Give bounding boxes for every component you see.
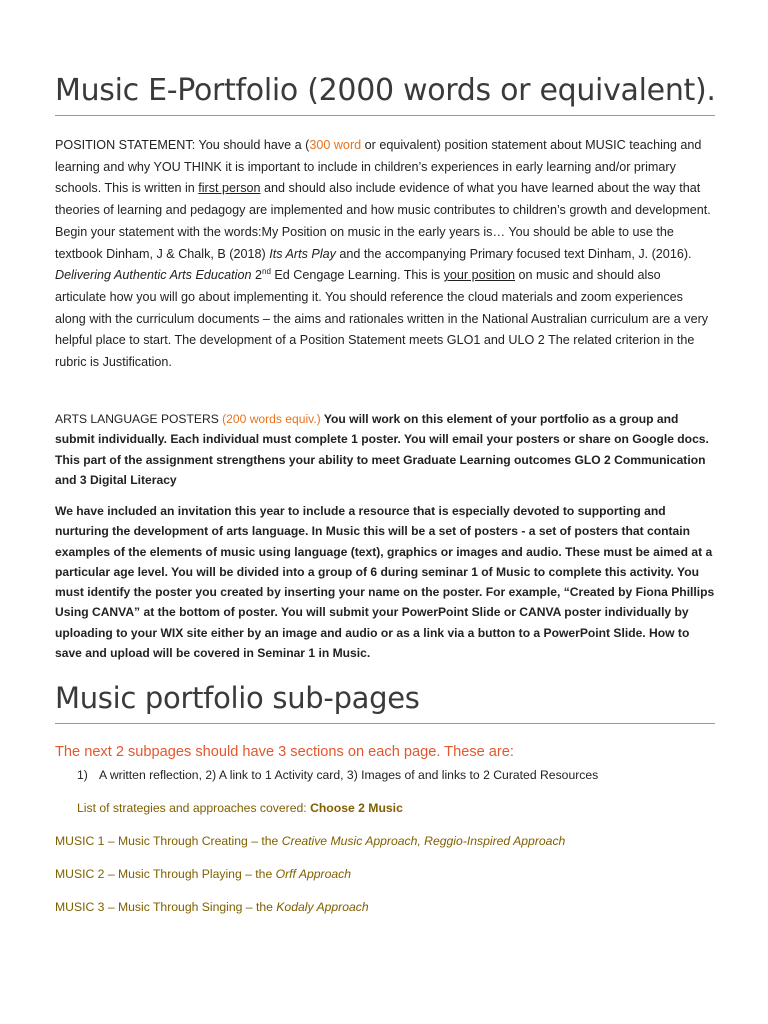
arts-posters-words: (200 words equiv.) <box>218 412 321 426</box>
music-1-prefix: MUSIC 1 – Music Through Creating – the <box>55 834 282 848</box>
your-position: your position <box>443 268 516 283</box>
music-2-approach: Orff Approach <box>275 867 352 881</box>
invitation-paragraph: We have included an invitation this year to include a resource that is especially devoted to supporting and nurturing the development of arts language. In Music this will be a set of posters - a set of posters that contain examples of the elements of music using language (text), graphics or images and audio. These must be aimed at a particular age level. You will be divided into a group of 6 during seminar 1 of Music to complete this activity. You must identify the poster you created by inserting your name on the poster. For example, “Created by Fiona Phillips Using CANVA” at the bottom of poster. You will submit your PowerPoint Slide or CANVA poster individually by uploading to your WIX site either by an image and audio or as a link via a button to a PowerPoint Slide. How to save and upload will be covered in Seminar 1 in Music. <box>55 504 715 661</box>
ps-text: on music and should also articulate how you will go about implementing it. You should reference the cloud materials and zoom experiences along with the curriculum documents – the aims and rationales written in the National Australian curriculum are a very helpful place to start. The development of a Position Statement meets GLO1 and ULO 2 The related criterion in the rubric is <box>55 268 709 370</box>
sections-text: A written reflection, 2) A link to 1 Activity card, 3) Images of and links to 2 Curated Resources <box>99 768 599 782</box>
arts-posters-label: ARTS LANGUAGE POSTERS <box>55 412 219 426</box>
book-title-arts-play: Its Arts Play <box>269 246 336 261</box>
justification: Justification <box>102 355 169 370</box>
music-1-approach: Creative Music Approach, Reggio-Inspired Approach <box>281 834 566 848</box>
list-number: 1) <box>77 768 88 782</box>
first-person: first person <box>198 181 261 196</box>
ps-text: or equivalent) <box>361 138 445 152</box>
music-3-line <box>55 900 369 914</box>
ps-text: . <box>168 355 172 370</box>
music-2-line <box>55 867 351 881</box>
subpages-heading: Music portfolio sub-pages <box>55 681 420 715</box>
strategies-line <box>77 801 403 815</box>
ps-text: : You should have a ( <box>191 138 310 152</box>
music-2-prefix: MUSIC 2 – Music Through Playing – the <box>55 867 276 881</box>
word-count: 300 word <box>309 138 362 152</box>
book-title-delivering: Delivering Authentic Arts Education <box>55 268 252 283</box>
music-1-line <box>55 834 565 848</box>
page-title: Music E-Portfolio (2000 words or equivalent). <box>55 73 716 108</box>
ps-text: and should also include evidence of what you have learned about the way that theories of learning and pedagogy are implemented and how music contributes to children’s growth and development. Begin your statement with the words:My Position on music in the early years is… You should be able to use the textbook Dinham, J & Chalk, B (2018) <box>55 181 711 261</box>
subpages-divider <box>55 723 715 724</box>
position-statement-label: POSITION STATEMENT <box>55 138 192 152</box>
position-statement-term: position statement <box>444 138 547 152</box>
arts-posters-paragraph <box>55 409 717 490</box>
ps-text: and the accompanying Primary focused text Dinham, J. (2016). <box>335 246 692 261</box>
edition-sup: nd <box>262 267 271 277</box>
position-statement-paragraph <box>55 135 715 374</box>
strategies-choice: Choose 2 Music <box>310 801 403 815</box>
strategies-label: List of strategies and approaches covered: <box>77 801 311 815</box>
subpages-intro: The next 2 subpages should have 3 sections on each page. These are: <box>55 744 514 760</box>
sections-list-item <box>77 768 598 782</box>
title-divider <box>55 115 715 116</box>
ps-text: about MUSIC teaching and learning and why YOU THINK it is important to include in children’s experiences in early learning and/or primary schools. This is written in <box>55 138 702 196</box>
ps-text: Ed Cengage Learning. This is <box>270 268 444 283</box>
arts-posters-text: You will work on this element of your portfolio as a group and submit individually. Each individual must complete 1 poster. You will email your posters or share on Google docs. This part of the assignment strengthens your ability to meet Graduate Learning outcomes GLO 2 Communication and 3 Digital Literacy <box>55 412 709 487</box>
ps-text: 2 <box>251 268 262 283</box>
music-3-prefix: MUSIC 3 – Music Through Singing – the <box>55 900 277 914</box>
music-3-approach: Kodaly Approach <box>276 900 369 914</box>
